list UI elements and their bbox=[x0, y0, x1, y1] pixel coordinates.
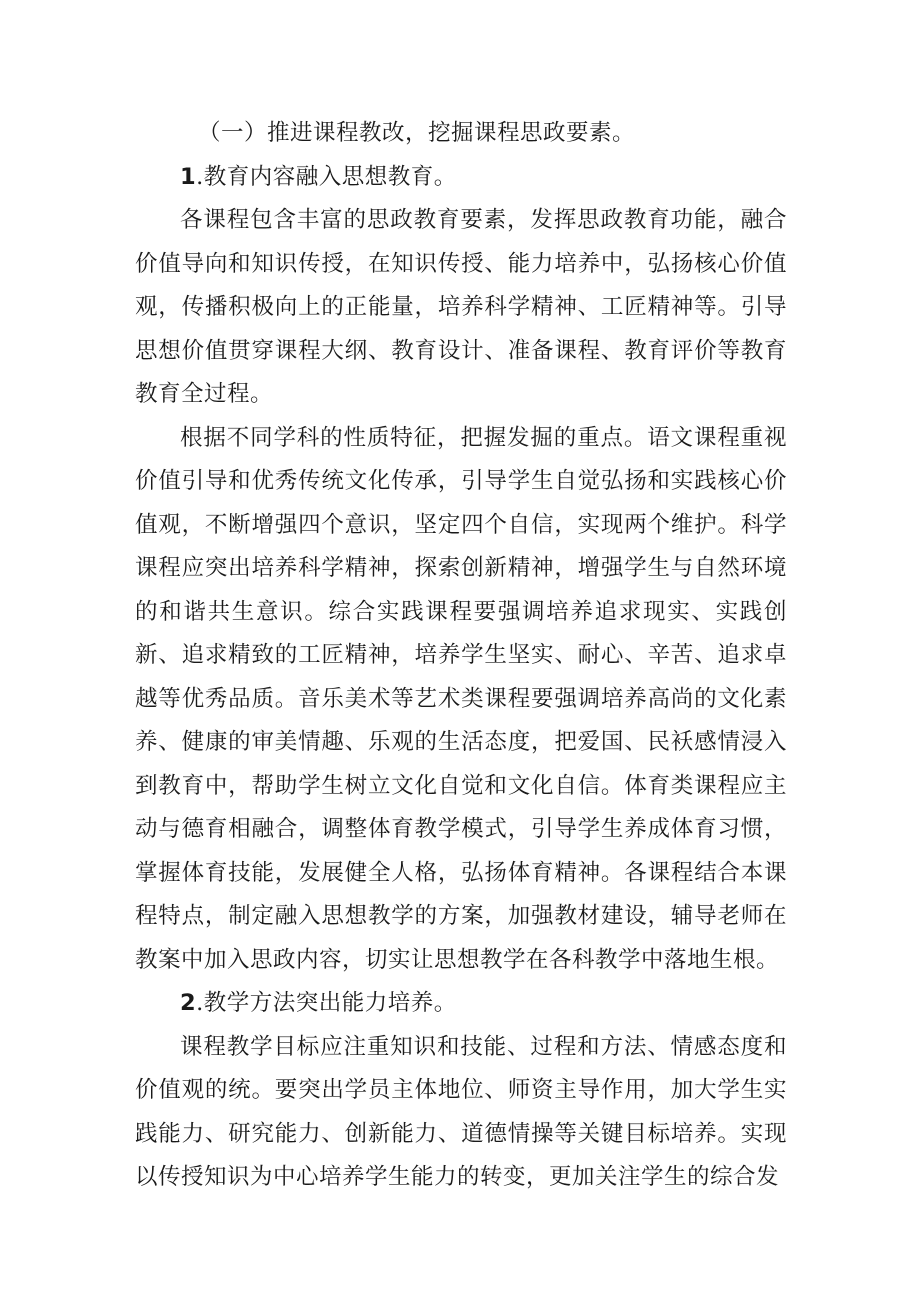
item-1-number: 1 bbox=[180, 163, 197, 190]
document-body bbox=[135, 112, 787, 1200]
item-2-number: 2 bbox=[180, 990, 197, 1016]
paragraph-1: 各课程包含丰富的思政教育要素，发挥思政教育功能，融合价值导向和知识传授，在知识传授、能力培养中，弘扬核心价值观，传播积极向上的正能量，培养科学精神、工匠精神等。引导思想价值贯穿课程大纲、教育设计、准备课程、教育评价等教育教育全过程。 bbox=[135, 207, 787, 407]
section-heading: （一）推进课程教改，挖掘课程思政要素。 bbox=[198, 120, 636, 146]
item-2-title: .教学方法突出能力培养。 bbox=[196, 990, 457, 1016]
paragraph-3: 课程教学目标应注重知识和技能、过程和方法、情感态度和价值观的统。要突出学员主体地位、师资主导作用，加大学生实践能力、研究能力、创新能力、道德情操等关键目标培养。实现以传授知识为中心培养学生能力的转变，更加关注学生的综合发 bbox=[135, 1033, 787, 1190]
paragraph-2: 根据不同学科的性质特征，把握发掘的重点。语文课程重视价值引导和优秀传统文化传承，引导学生自觉弘扬和实践核心价值观，不断增强四个意识，坚定四个自信，实现两个维护。科学课程应突出培养科学精神，探索创新精神，增强学生与自然环境的和谐共生意识。综合实践课程要强调培养追求现实、实践创新、追求精致的工匠精神，培养学生坚实、耐心、辛苦、追求卓越等优秀品质。音乐美术等艺术类课程要强调培养高尚的文化素养、健康的审美情趣、乐观的生活态度，把爱国、民袄感情浸入到教育中，帮助学生树立文化自觉和文化自信。体育类课程应主动与德育相融合，调整体育教学模式，引导学生养成体育习惯，掌握体育技能，发展健全人格，弘扬体育精神。各课程结合本课程特点，制定融入思想教学的方案，加强教材建设，辅导老师在教案中加入思政内容，切实让思想教学在各科教学中落地生根。 bbox=[135, 424, 787, 973]
item-1-title: .教育内容融入思想教育。 bbox=[196, 163, 457, 190]
item-1-heading bbox=[135, 156, 787, 200]
item-2-heading bbox=[135, 982, 787, 1026]
